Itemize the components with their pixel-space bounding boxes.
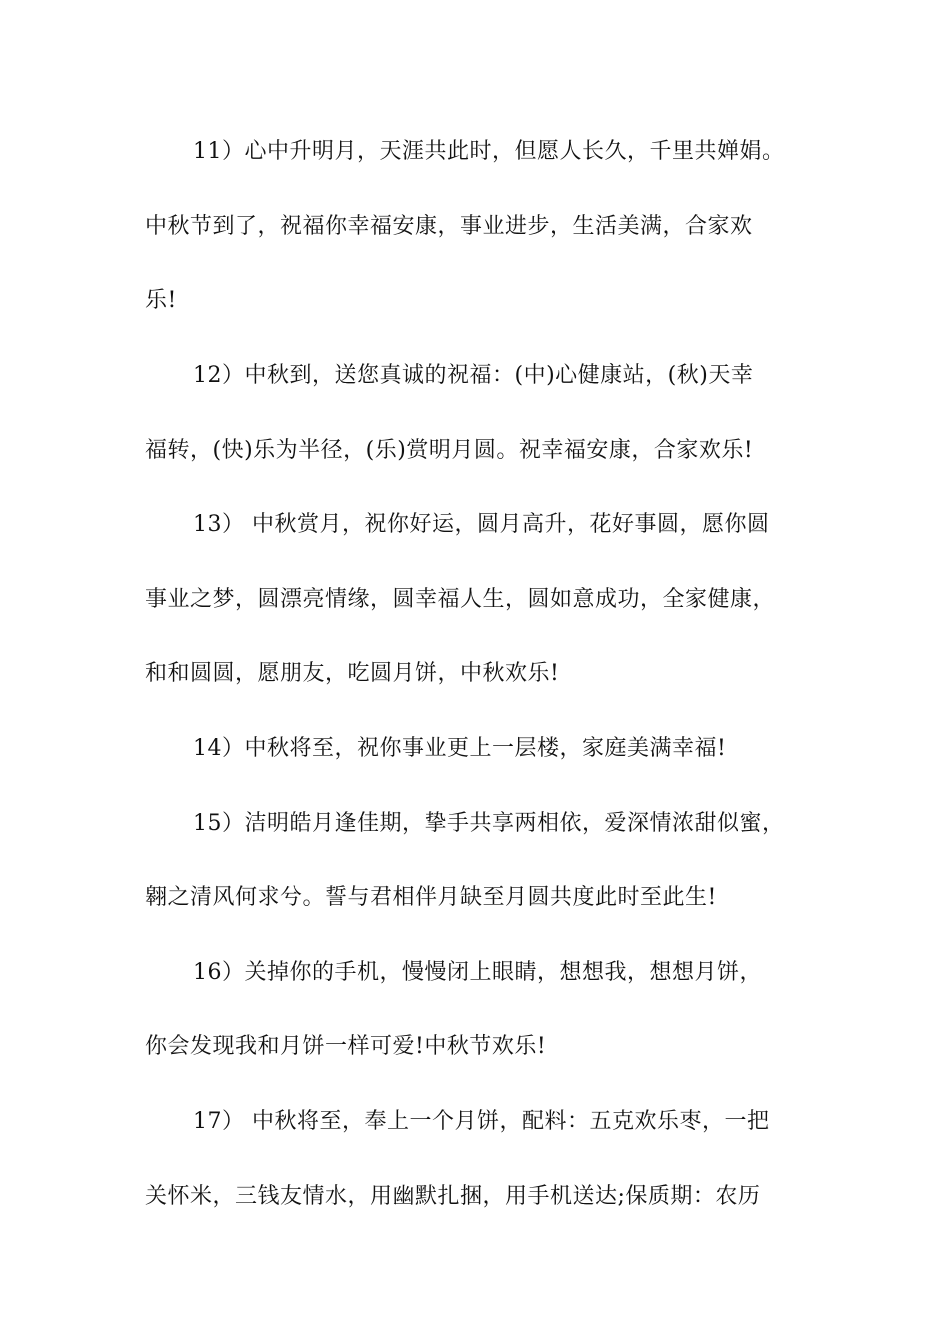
text-line: 乐! — [145, 288, 177, 313]
text-line: 事业之梦，圆漂亮情缘，圆幸福人生，圆如意成功，全家健康， — [145, 587, 776, 612]
text-line: 中秋节到了，祝福你幸福安康，事业进步，生活美满，合家欢 — [145, 214, 753, 239]
text-line: 关怀米，三钱友情水，用幽默扎捆，用手机送达;保质期：农历 — [145, 1184, 761, 1209]
text-line: 15）洁明皓月逢佳期，挚手共享两相依，爱深情浓甜似蜜， — [193, 811, 785, 836]
text-line: 你会发现我和月饼一样可爱!中秋节欢乐! — [145, 1034, 547, 1059]
text-line: 13） 中秋赏月，祝你好运，圆月高升，花好事圆，愿你圆 — [193, 512, 770, 537]
text-line: 和和圆圆，愿朋友，吃圆月饼，中秋欢乐! — [145, 661, 560, 686]
text-line: 17） 中秋将至，奉上一个月饼，配料：五克欢乐枣，一把 — [193, 1109, 770, 1134]
text-line: 翱之清风何求兮。誓与君相伴月缺至月圆共度此时至此生! — [145, 885, 717, 910]
text-line: 11）心中升明月，天涯共此时，但愿人长久，千里共婵娟。 — [193, 139, 785, 164]
text-line: 福转，(快)乐为半径，(乐)赏明月圆。祝幸福安康，合家欢乐! — [145, 438, 754, 463]
text-line: 14）中秋将至，祝你事业更上一层楼，家庭美满幸福! — [193, 736, 727, 761]
text-line: 16）关掉你的手机，慢慢闭上眼睛，想想我，想想月饼， — [193, 960, 762, 985]
text-line: 12）中秋到，送您真诚的祝福：(中)心健康站，(秋)天幸 — [193, 363, 754, 388]
